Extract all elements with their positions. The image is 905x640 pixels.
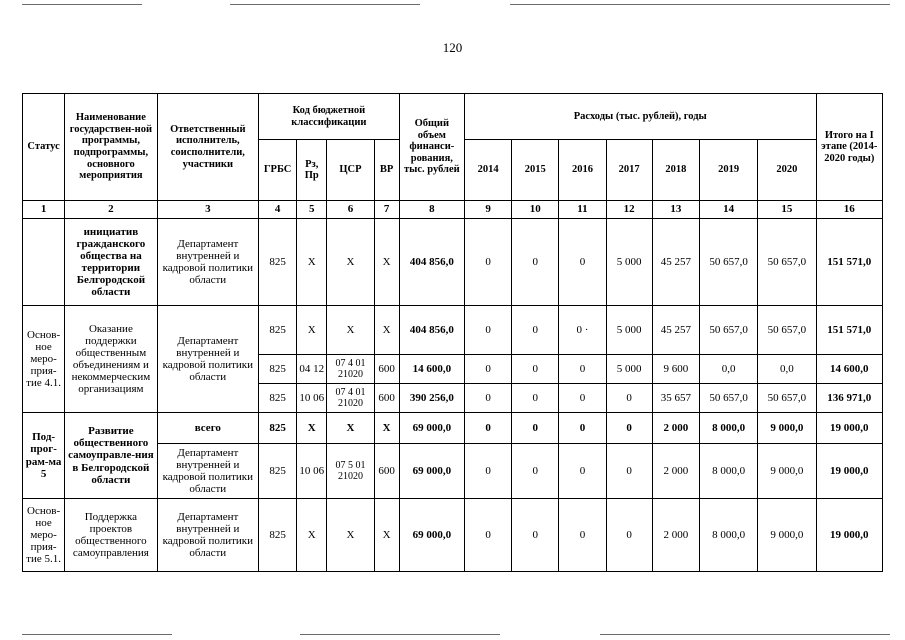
year-cell: 0 <box>559 444 606 499</box>
year-cell: 0 <box>464 306 511 355</box>
column-number: 6 <box>327 201 374 219</box>
grbs-cell: 825 <box>259 384 297 413</box>
responsible-cell: Департамент внутренней и кадровой политики области <box>157 219 258 306</box>
rz-pr-cell: 10 06 <box>297 384 327 413</box>
header-responsible: Ответственный исполнитель, соисполнители, участники <box>157 94 258 201</box>
stage-total-cell: 14 600,0 <box>816 355 882 384</box>
vr-cell: Х <box>374 219 399 306</box>
name-cell: Развитие общественного самоуправле-ния в Белгородской области <box>65 413 157 499</box>
year-cell: 50 657,0 <box>699 219 757 306</box>
year-cell: 0 <box>464 219 511 306</box>
year-cell: 0 <box>512 219 559 306</box>
header-year-2016: 2016 <box>559 140 606 201</box>
rz-pr-cell: Х <box>297 413 327 444</box>
total-cell: 69 000,0 <box>399 499 464 572</box>
year-cell: 5 000 <box>606 355 652 384</box>
column-number: 15 <box>758 201 816 219</box>
column-number: 5 <box>297 201 327 219</box>
header-status: Статус <box>23 94 65 201</box>
table-row <box>23 499 883 572</box>
responsible-cell: всего <box>157 413 258 444</box>
vr-cell: Х <box>374 306 399 355</box>
stage-total-cell: 151 571,0 <box>816 219 882 306</box>
column-number: 9 <box>464 201 511 219</box>
top-edge-line-right <box>510 4 890 5</box>
csr-cell: Х <box>327 306 374 355</box>
rz-pr-cell: Х <box>297 219 327 306</box>
header-rz-pr: Рз, Пр <box>297 140 327 201</box>
header-total: Общий объем финанси-рования, тыс. рублей <box>399 94 464 201</box>
grbs-cell: 825 <box>259 444 297 499</box>
grbs-cell: 825 <box>259 413 297 444</box>
column-number: 1 <box>23 201 65 219</box>
stage-total-cell: 19 000,0 <box>816 413 882 444</box>
header-row-top <box>23 94 883 140</box>
year-cell: 35 657 <box>652 384 699 413</box>
page-number: 120 <box>442 40 463 55</box>
year-cell: 8 000,0 <box>699 444 757 499</box>
year-cell: 0 <box>512 355 559 384</box>
year-cell: 0 <box>464 499 511 572</box>
total-cell: 14 600,0 <box>399 355 464 384</box>
year-cell: 9 000,0 <box>758 444 816 499</box>
name-cell: Оказание поддержки общественным объединениям и некоммерческим организациям <box>65 306 157 413</box>
year-cell: 5 000 <box>606 306 652 355</box>
stage-total-cell: 19 000,0 <box>816 444 882 499</box>
bottom-edge-line-mid <box>300 634 500 635</box>
csr-cell: Х <box>327 413 374 444</box>
year-cell: 5 000 <box>606 219 652 306</box>
year-cell: 50 657,0 <box>758 306 816 355</box>
name-cell: Поддержка проектов общественного самоуправления <box>65 499 157 572</box>
vr-cell: 600 <box>374 444 399 499</box>
year-cell: 50 657,0 <box>699 384 757 413</box>
header-year-2019: 2019 <box>699 140 757 201</box>
csr-cell: 07 4 01 21020 <box>327 355 374 384</box>
budget-table <box>22 93 883 572</box>
grbs-cell: 825 <box>259 219 297 306</box>
year-cell: 0,0 <box>699 355 757 384</box>
rz-pr-cell: 10 06 <box>297 444 327 499</box>
vr-cell: Х <box>374 413 399 444</box>
responsible-cell: Департамент внутренней и кадровой политики области <box>157 306 258 413</box>
header-vr: ВР <box>374 140 399 201</box>
year-cell: 2 000 <box>652 499 699 572</box>
table-row <box>23 219 883 306</box>
year-cell: 0 <box>559 355 606 384</box>
table-row <box>23 413 883 444</box>
column-number: 3 <box>157 201 258 219</box>
year-cell: 2 000 <box>652 413 699 444</box>
year-cell: 0 <box>512 384 559 413</box>
year-cell: 50 657,0 <box>758 219 816 306</box>
header-year-2018: 2018 <box>652 140 699 201</box>
year-cell: 8 000,0 <box>699 499 757 572</box>
total-cell: 69 000,0 <box>399 444 464 499</box>
column-number: 14 <box>699 201 757 219</box>
status-cell: Основ-ное меро-прия-тие 5.1. <box>23 499 65 572</box>
header-year-2017: 2017 <box>606 140 652 201</box>
header-stage-total: Итого на I этапе (2014-2020 годы) <box>816 94 882 201</box>
stage-total-cell: 19 000,0 <box>816 499 882 572</box>
year-cell: 0 <box>464 444 511 499</box>
csr-cell: 07 4 01 21020 <box>327 384 374 413</box>
stage-total-cell: 151 571,0 <box>816 306 882 355</box>
column-number: 7 <box>374 201 399 219</box>
table-row <box>23 306 883 355</box>
csr-cell: 07 5 01 21020 <box>327 444 374 499</box>
total-cell: 390 256,0 <box>399 384 464 413</box>
year-cell: 0 <box>559 499 606 572</box>
column-number-row <box>23 201 883 219</box>
grbs-cell: 825 <box>259 499 297 572</box>
year-cell: 45 257 <box>652 306 699 355</box>
year-cell: 0 <box>559 384 606 413</box>
year-cell: 9 000,0 <box>758 499 816 572</box>
name-cell: инициатив гражданского общества на территории Белгородской области <box>65 219 157 306</box>
column-number: 4 <box>259 201 297 219</box>
top-edge-line-left <box>22 4 142 5</box>
year-cell: 50 657,0 <box>758 384 816 413</box>
header-expenses: Расходы (тыс. рублей), годы <box>464 94 816 140</box>
year-cell: 0 <box>606 413 652 444</box>
column-number: 8 <box>399 201 464 219</box>
year-cell: 0,0 <box>758 355 816 384</box>
year-cell: 0 <box>464 384 511 413</box>
header-year-2015: 2015 <box>512 140 559 201</box>
total-cell: 404 856,0 <box>399 306 464 355</box>
total-cell: 404 856,0 <box>399 219 464 306</box>
column-number: 10 <box>512 201 559 219</box>
total-cell: 69 000,0 <box>399 413 464 444</box>
stage-total-cell: 136 971,0 <box>816 384 882 413</box>
year-cell: 45 257 <box>652 219 699 306</box>
year-cell: 0 <box>512 306 559 355</box>
vr-cell: 600 <box>374 355 399 384</box>
vr-cell: 600 <box>374 384 399 413</box>
rz-pr-cell: Х <box>297 499 327 572</box>
responsible-cell: Департамент внутренней и кадровой политики области <box>157 499 258 572</box>
rz-pr-cell: Х <box>297 306 327 355</box>
year-cell: 0 <box>512 499 559 572</box>
column-number: 13 <box>652 201 699 219</box>
header-csr: ЦСР <box>327 140 374 201</box>
column-number: 11 <box>559 201 606 219</box>
year-cell: 9 600 <box>652 355 699 384</box>
year-cell: 50 657,0 <box>699 306 757 355</box>
csr-cell: Х <box>327 499 374 572</box>
responsible-cell: Департамент внутренней и кадровой политики области <box>157 444 258 499</box>
column-number: 2 <box>65 201 157 219</box>
rz-pr-cell: 04 12 <box>297 355 327 384</box>
year-cell: 0 <box>606 444 652 499</box>
year-cell: 0 <box>606 384 652 413</box>
year-cell: 0 <box>512 413 559 444</box>
csr-cell: Х <box>327 219 374 306</box>
header-budget-code: Код бюджетной классификации <box>259 94 400 140</box>
top-edge-line-mid <box>230 4 420 5</box>
header-year-2014: 2014 <box>464 140 511 201</box>
header-name: Наименование государствен-ной программы, подпрограммы, основного мероприятия <box>65 94 157 201</box>
year-cell: 0 <box>464 355 511 384</box>
year-cell: 0 <box>559 413 606 444</box>
year-cell: 2 000 <box>652 444 699 499</box>
column-number: 16 <box>816 201 882 219</box>
year-cell: 8 000,0 <box>699 413 757 444</box>
year-cell: 9 000,0 <box>758 413 816 444</box>
year-cell: 0 <box>606 499 652 572</box>
bottom-edge-line-left <box>22 634 172 635</box>
header-year-2020: 2020 <box>758 140 816 201</box>
column-number: 12 <box>606 201 652 219</box>
year-cell: 0 <box>559 219 606 306</box>
year-cell: 0 <box>512 444 559 499</box>
header-grbs: ГРБС <box>259 140 297 201</box>
grbs-cell: 825 <box>259 355 297 384</box>
year-cell: 0 · <box>559 306 606 355</box>
grbs-cell: 825 <box>259 306 297 355</box>
status-cell: Под-прог-рам-ма 5 <box>23 413 65 499</box>
status-cell: Основ-ное меро-прия-тие 4.1. <box>23 306 65 413</box>
status-cell <box>23 219 65 306</box>
year-cell: 0 <box>464 413 511 444</box>
bottom-edge-line-right <box>600 634 890 635</box>
vr-cell: Х <box>374 499 399 572</box>
